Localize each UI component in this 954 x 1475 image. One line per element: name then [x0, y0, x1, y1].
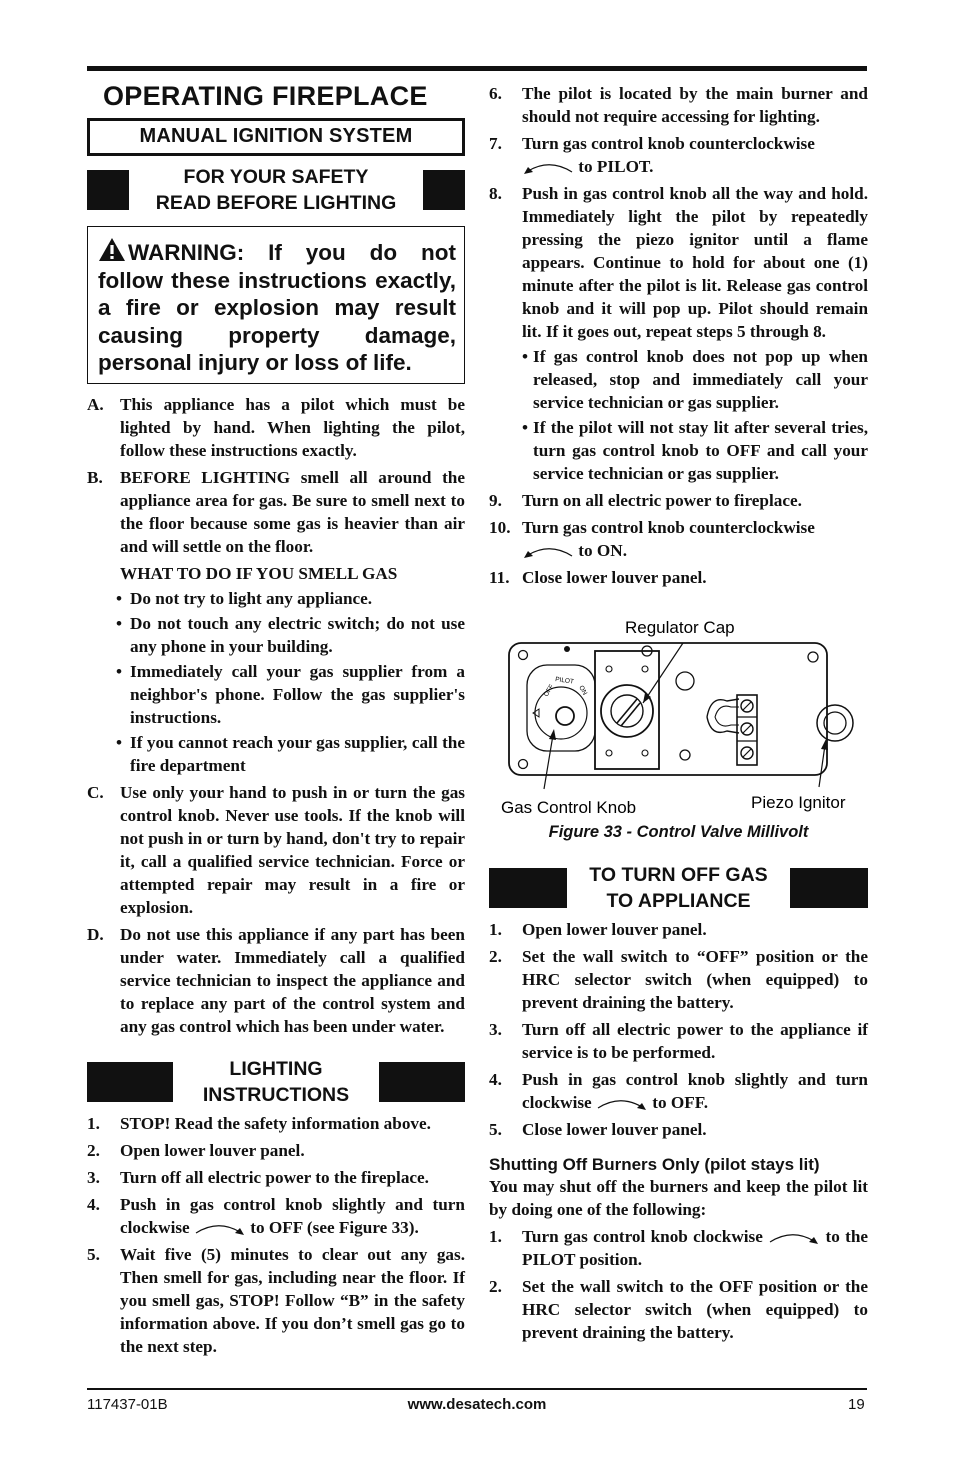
bullet-item: • Immediately call your gas supplier from a neighbor's phone. Follow the gas supplier's instructions. — [116, 661, 465, 727]
list-item: 7. Turn gas control knob counterclockwise to PILOT. — [489, 134, 815, 176]
knob-label-on: ON — [577, 684, 589, 697]
list-item: 5. Wait five (5) minutes to clear out any gas. Then smell for gas, including near the floor. If you smell gas, STOP! Follow “B” in the safety information above. If you don’t smell gas go to the next step. — [87, 1244, 465, 1356]
safety-heading — [87, 164, 465, 216]
list-item: 8. Push in gas control knob all the way and hold. Immediately light the pilot by repeatedly pressing the piezo ignitor until a flame appears. Continue to hold for about one (1) minute after the pilot is lit. Release gas control knob and it will pop up. Pilot should remain lit. If it goes out, repeat steps 5 through 8. — [489, 184, 868, 341]
lighting-steps-right — [489, 82, 868, 589]
knob-label-pilot: PILOT — [554, 676, 575, 686]
list-item: 1. Turn gas control knob clockwise to the PILOT position. — [489, 1227, 869, 1269]
lighting-heading-line2: INSTRUCTIONS — [202, 1083, 350, 1106]
turn-off-heading-line1: TO TURN OFF GAS — [589, 864, 768, 886]
bullet-item: • If gas control knob does not pop up when released, stop and immediately call your service technician or gas supplier. — [522, 347, 868, 412]
safety-list — [87, 393, 465, 1038]
list-item: 3. Turn off all electric power to the appliance if service is to be performed. — [489, 1020, 868, 1062]
clockwise-arrow-icon — [768, 1230, 820, 1246]
top-rule — [87, 66, 867, 71]
list-item: 3. Turn off all electric power to the fireplace. — [87, 1167, 429, 1187]
page-title: OPERATING FIREPLACE — [103, 81, 428, 111]
heading-bar-left — [87, 1062, 173, 1102]
heading-bar-left — [489, 868, 567, 908]
footer-rule — [87, 1388, 867, 1390]
list-item: 10. Turn gas control knob counterclockwise to ON. — [489, 518, 815, 560]
list-item: 9. Turn on all electric power to fireplace. — [489, 491, 802, 510]
turn-off-heading-line2: TO APPLIANCE — [606, 890, 751, 912]
list-item: 2. Set the wall switch to “OFF” position or the HRC selector switch (when equipped) to prevent draining the battery. — [489, 947, 868, 1012]
section-title-manual-ignition: MANUAL IGNITION SYSTEM — [87, 118, 465, 156]
control-valve-figure — [489, 599, 868, 821]
list-item: 6. The pilot is located by the main burner and should not require accessing for lighting. — [489, 84, 868, 126]
list-item: 2. Open lower louver panel. — [87, 1140, 305, 1160]
list-item: B. BEFORE LIGHTING smell all around the appliance area for gas. Be sure to smell next to the floor because some gas is heavier than air and will settle on the floor. — [87, 467, 465, 556]
safety-heading-line2: READ BEFORE LIGHTING — [155, 192, 397, 214]
website-link[interactable]: www.desatech.com — [407, 1396, 547, 1413]
warning-triangle-icon — [98, 237, 126, 262]
bullet-item: • Do not touch any electric switch; do not use any phone in your building. — [116, 613, 465, 656]
knob-label-off: OFF — [542, 683, 556, 699]
left-column — [87, 80, 465, 1358]
list-item: A. This appliance has a pilot which must be lighted by hand. When lighting the pilot, follow these instructions exactly. — [87, 394, 465, 460]
heading-bar-right — [379, 1062, 465, 1102]
bullet-item: • Do not try to light any appliance. — [116, 588, 373, 608]
list-item: 1. Open lower louver panel. — [489, 920, 707, 939]
list-item: C. Use only your hand to push in or turn the gas control knob. Never use tools. If the knob will not push in or turn by hand, don't try to repair it, call a qualified service technician. Force or attempted repair may result in a fire or explosion. — [87, 782, 465, 917]
burners-intro: You may shut off the burners and keep the pilot lit by doing one of the following: — [489, 1177, 868, 1219]
control-valve-diagram — [489, 599, 868, 821]
smell-gas-heading: WHAT TO DO IF YOU SMELL GAS — [120, 563, 398, 583]
page-number: 19 — [848, 1396, 865, 1413]
counterclockwise-arrow-icon — [522, 544, 574, 560]
list-item: 4. Push in gas control knob slightly and turn clockwise to OFF (see Figure 33). — [87, 1194, 465, 1237]
heading-bar-right — [423, 170, 465, 210]
list-item: 5. Close lower louver panel. — [489, 1120, 707, 1139]
turn-off-steps — [489, 918, 868, 1141]
right-column — [489, 80, 868, 1344]
list-item: 2. Set the wall switch to the OFF position or the HRC selector switch (when equipped) to prevent draining the battery. — [489, 1277, 868, 1342]
lighting-heading — [87, 1056, 465, 1108]
doc-number: 117437-01B — [87, 1396, 168, 1413]
list-item: 11. Close lower louver panel. — [489, 568, 707, 587]
heading-bar-left — [87, 170, 129, 210]
clockwise-arrow-icon — [194, 1221, 246, 1237]
warning-box — [87, 226, 465, 384]
turn-off-heading — [489, 862, 868, 914]
burners-heading: Shutting Off Burners Only (pilot stays lit) — [489, 1155, 820, 1174]
list-item: D. Do not use this appliance if any part has been under water. Immediately call a qualified service technician to inspect the appliance and to replace any part of the control system and any gas control which has been under water. — [87, 924, 465, 1036]
label-gas-control-knob: Gas Control Knob — [501, 798, 637, 817]
label-regulator-cap: Regulator Cap — [625, 618, 735, 637]
list-item: 1. STOP! Read the safety information above. — [87, 1113, 431, 1133]
clockwise-arrow-icon — [596, 1096, 648, 1112]
heading-bar-right — [790, 868, 868, 908]
figure-caption: Figure 33 - Control Valve Millivolt — [548, 823, 809, 841]
burners-section — [489, 1175, 868, 1344]
counterclockwise-arrow-icon — [522, 160, 574, 176]
bullet-item: • If you cannot reach your gas supplier, call the fire department — [116, 732, 465, 775]
warning-text: WARNING: If you do not follow these instructions exactly, a fire or explosion may result causing property damage, personal injury or loss of life. — [98, 240, 456, 375]
bullet-item: • If the pilot will not stay lit after several tries, turn gas control knob to OFF and call your service technician or gas supplier. — [522, 418, 868, 483]
label-piezo-ignitor: Piezo Ignitor — [751, 793, 846, 812]
list-item: 4. Push in gas control knob slightly and turn clockwise to OFF. — [489, 1070, 868, 1112]
lighting-steps-left — [87, 1112, 465, 1358]
safety-heading-line1: FOR YOUR SAFETY — [183, 166, 369, 188]
lighting-heading-line1: LIGHTING — [229, 1057, 323, 1080]
